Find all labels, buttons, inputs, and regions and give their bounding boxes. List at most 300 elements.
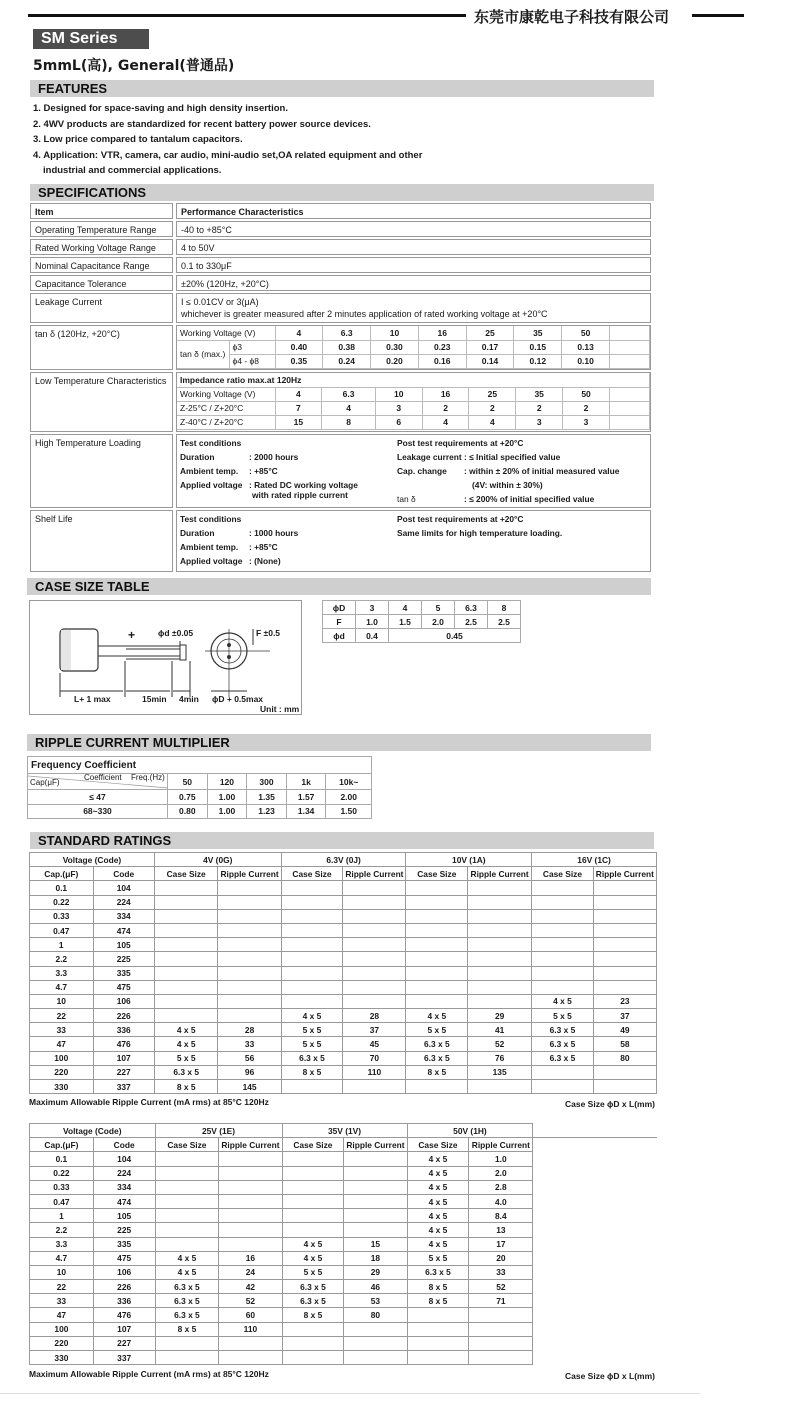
case-size-cell: 6.3 x 5: [406, 1051, 468, 1065]
ht-duration-label: Duration: [180, 452, 215, 462]
ripple-cell: 16: [219, 1251, 282, 1265]
tan-val: 0.24: [323, 354, 371, 368]
ripple-cell: [344, 1336, 407, 1350]
case-size-cell: 4 x 5: [407, 1180, 469, 1194]
tan-v: 4: [275, 326, 323, 340]
case-size-cell: [154, 994, 218, 1008]
cap-cell: 22: [30, 1280, 94, 1294]
company-name: 东莞市康乾电子科技有限公司: [474, 8, 670, 26]
case-size-cell: 6.3 x 5: [154, 1065, 218, 1079]
tan-max-label: tan δ (max.): [177, 340, 229, 368]
cap-cell: 220: [30, 1065, 94, 1079]
tan-val: 0.30: [371, 340, 419, 354]
case-size-cell: [154, 909, 218, 923]
ratings-note-right-2: Case Size ϕD x L(mm): [565, 1371, 655, 1381]
case-size-cell: [281, 980, 343, 994]
ht-tand-value: : ≤ 200% of initial specified value: [464, 494, 595, 504]
ripple-cell: [593, 1080, 656, 1094]
voltage-header: 16V (1C): [532, 853, 657, 867]
cap-cell: 0.22: [30, 1166, 94, 1180]
z25-val: 2: [422, 401, 469, 415]
case-cell: 2.5: [488, 615, 521, 629]
z40-val: 3: [516, 415, 563, 429]
tan-val: 0.13: [562, 340, 610, 354]
case-size-cell: 6.3 x 5: [406, 1037, 468, 1051]
spec-leakage-value: [176, 293, 651, 323]
case-size-cell: 6.3 x 5: [155, 1308, 219, 1322]
cap-cell: 10: [30, 994, 94, 1008]
case-size-cell: [154, 923, 218, 937]
sl-duration-value: : 1000 hours: [249, 528, 299, 538]
case-size-cell: 5 x 5: [282, 1265, 344, 1279]
tan-val: 0.10: [562, 354, 610, 368]
sl-applied-value: : (None): [249, 556, 281, 566]
ripple-cell: 29: [344, 1265, 407, 1279]
ripple-cell: [343, 909, 406, 923]
case-row-f: [323, 615, 521, 629]
case-size-cell: [281, 881, 343, 895]
case-size-cell: [532, 909, 594, 923]
ripple-cap-label: Cap(μF): [30, 778, 60, 787]
table-row: [30, 1051, 657, 1065]
ripple-cell: 2.8: [469, 1180, 533, 1194]
cap-cell: 100: [30, 1051, 94, 1065]
case-drawing-box: [29, 600, 302, 715]
cap-cell: 0.33: [30, 909, 94, 923]
sl-post-value: Same limits for high temperature loading.: [397, 528, 563, 538]
case-size-cell: 4 x 5: [407, 1209, 469, 1223]
cap-header: Cap.(μF): [30, 867, 94, 881]
case-size-cell: [154, 938, 218, 952]
voltage-header: 25V (1E): [155, 1124, 282, 1138]
tan-val: 0.40: [275, 340, 323, 354]
case-cell: 4: [389, 601, 422, 615]
ripple-freq: 1k: [286, 774, 326, 790]
tan-val: 0.20: [371, 354, 419, 368]
ripple-cell: [218, 994, 281, 1008]
case-size-cell: [532, 923, 594, 937]
spec-tan-label: tan δ (120Hz, +20°C): [30, 325, 173, 370]
case-size-cell: 4 x 5: [406, 1009, 468, 1023]
case-size-cell: [155, 1152, 219, 1166]
case-size-cell: 5 x 5: [281, 1023, 343, 1037]
ripple-cell: [593, 980, 656, 994]
ht-applied-value2: with rated ripple current: [252, 490, 348, 500]
ripple-cell: [344, 1322, 407, 1336]
case-size-cell: [406, 938, 468, 952]
case-size-cell: 8 x 5: [406, 1065, 468, 1079]
tan-val: 0.12: [514, 354, 562, 368]
ht-post-test: Post test requirements at +20°C: [397, 438, 524, 448]
feature-4-cont: industrial and commercial applications.: [43, 165, 222, 176]
case-size-cell: [154, 1009, 218, 1023]
case-size-cell: [155, 1209, 219, 1223]
ripple-cell: 145: [218, 1080, 281, 1094]
section-ripple: RIPPLE CURRENT MULTIPLIER: [27, 734, 651, 751]
ripple-cell: 1.50: [326, 804, 372, 819]
ripple-cell: [219, 1180, 282, 1194]
case-size-cell: [533, 1322, 595, 1336]
cap-cell: 2.2: [30, 952, 94, 966]
table-row: [30, 1308, 658, 1322]
tan-table: [177, 326, 650, 369]
ripple-cell: [594, 1308, 657, 1322]
ripple-cell: 28: [218, 1023, 281, 1037]
page-bottom-rule: [0, 1393, 700, 1394]
ripple-cell: 42: [219, 1280, 282, 1294]
ratings-note-left-1: Maximum Allowable Ripple Current (mA rms) at 85°C 120Hz: [29, 1097, 269, 1107]
ripple-cell: [469, 1336, 533, 1350]
z40-val: 8: [322, 415, 376, 429]
ht-cap-label: Cap. change: [397, 466, 447, 476]
sl-duration-label: Duration: [180, 528, 215, 538]
feature-3: 3. Low price compared to tantalum capacitors.: [33, 134, 243, 145]
ripple-cell: [594, 1237, 657, 1251]
ripple-cell: 20: [469, 1251, 533, 1265]
ripple-cell: [343, 923, 406, 937]
ripple-cell: 29: [468, 1009, 532, 1023]
ripple-cell: 1.0: [469, 1152, 533, 1166]
cap-cell: 33: [30, 1023, 94, 1037]
spec-rated-voltage-value: 4 to 50V: [176, 239, 651, 255]
ripple-cell: [594, 1194, 657, 1208]
ripple-cell: 1.34: [286, 804, 326, 819]
case-size-cell: [282, 1223, 344, 1237]
case-row-phiD: [323, 601, 521, 615]
feature-4: 4. Application: VTR, camera, car audio, mini-audio set,OA related equipment and other: [33, 150, 423, 161]
table-row: [30, 1080, 657, 1094]
cap-cell: 4.7: [30, 1251, 94, 1265]
case-size-cell: [155, 1336, 219, 1350]
feature-2: 2. 4WV products are standardized for recent battery power source devices.: [33, 119, 371, 130]
ripple-cell: [344, 1180, 407, 1194]
cap-cell: 0.47: [30, 923, 94, 937]
cap-cell: 0.33: [30, 1180, 94, 1194]
phiD-label: ϕD + 0.5max: [212, 694, 264, 704]
case-size-cell: 6.3 x 5: [532, 1051, 594, 1065]
z25-val: 2: [469, 401, 516, 415]
ripple-header: Ripple Current: [468, 867, 532, 881]
case-size-header: Case Size: [406, 867, 468, 881]
case-size-cell: [406, 980, 468, 994]
page-subtitle: 5mmL(高), General(普通品): [33, 58, 235, 74]
ripple-cell: 1.23: [247, 804, 287, 819]
ripple-cell: [594, 1336, 657, 1350]
ht-tand-label: tan δ: [397, 494, 416, 504]
tan-val: 0.23: [418, 340, 466, 354]
z40-val: 3: [563, 415, 610, 429]
table-row: [30, 1023, 657, 1037]
ripple-cell: [219, 1152, 282, 1166]
ripple-cell: 4.0: [469, 1194, 533, 1208]
imp-v: 10: [375, 387, 422, 401]
ripple-cell: [219, 1209, 282, 1223]
code-cell: 226: [93, 1280, 155, 1294]
case-size-cell: [407, 1351, 469, 1365]
code-cell: 474: [93, 923, 154, 937]
table-row: [30, 881, 657, 895]
case-size-cell: [282, 1166, 344, 1180]
spec-tolerance-label: Capacitance Tolerance: [30, 275, 173, 291]
case-size-cell: [406, 1080, 468, 1094]
case-size-cell: 6.3 x 5: [281, 1051, 343, 1065]
table-row: [30, 1251, 658, 1265]
case-size-cell: 4 x 5: [407, 1166, 469, 1180]
voltage-header: 10V (1A): [406, 853, 532, 867]
code-cell: 225: [93, 1223, 155, 1237]
ripple-cell: [344, 1351, 407, 1365]
ripple-cell: [218, 952, 281, 966]
tan-val: 0.35: [275, 354, 323, 368]
spec-tan-value: [176, 325, 651, 370]
ripple-cell: [468, 980, 532, 994]
code-cell: 336: [93, 1294, 155, 1308]
ripple-cell: [218, 909, 281, 923]
ripple-cell: [469, 1308, 533, 1322]
ripple-cell: [468, 966, 532, 980]
code-cell: 334: [93, 909, 154, 923]
ripple-cell: [594, 1209, 657, 1223]
cap-cell: 100: [30, 1322, 94, 1336]
case-size-header: Case Size: [154, 867, 218, 881]
case-cell: 5: [422, 601, 455, 615]
ripple-cell: [219, 1237, 282, 1251]
ripple-cell: 8.4: [469, 1209, 533, 1223]
code-cell: 475: [93, 1251, 155, 1265]
ripple-cell: 18: [344, 1251, 407, 1265]
code-cell: 105: [93, 1209, 155, 1223]
cap-cell: 330: [30, 1080, 94, 1094]
case-size-cell: [533, 1336, 595, 1350]
tan-v: 35: [514, 326, 562, 340]
case-size-cell: 4 x 5: [154, 1037, 218, 1051]
code-header: Code: [93, 1138, 155, 1152]
case-size-cell: [533, 1294, 595, 1308]
ripple-cell: [344, 1194, 407, 1208]
ripple-cell: [594, 1265, 657, 1279]
ripple-freq: 300: [247, 774, 287, 790]
case-cell: 2.0: [422, 615, 455, 629]
case-size-cell: [155, 1194, 219, 1208]
case-size-cell: 4 x 5: [155, 1265, 219, 1279]
case-cell: 1.5: [389, 615, 422, 629]
ripple-cell: 52: [219, 1294, 282, 1308]
ripple-cell: 80: [593, 1051, 656, 1065]
ripple-cell: [219, 1166, 282, 1180]
case-cell: 2.5: [455, 615, 488, 629]
ripple-header: Ripple Current: [343, 867, 406, 881]
ratings-note-right-1: Case Size ϕD x L(mm): [565, 1099, 655, 1109]
case-size-cell: [532, 881, 594, 895]
spec-op-temp-label: Operating Temperature Range: [30, 221, 173, 237]
code-cell: 227: [93, 1065, 154, 1079]
ripple-cell: [343, 994, 406, 1008]
ht-applied-label: Applied voltage: [180, 480, 243, 490]
ripple-title: Frequency Coefficient: [28, 757, 372, 774]
ripple-cell: 2.0: [469, 1166, 533, 1180]
ratings-note-left-2: Maximum Allowable Ripple Current (mA rms) at 85°C 120Hz: [29, 1369, 269, 1379]
table-row: [30, 938, 657, 952]
ripple-cell: [468, 1080, 532, 1094]
ripple-cell: 68~330: [28, 804, 168, 819]
case-size-cell: [533, 1180, 595, 1194]
voltage-header: 4V (0G): [154, 853, 281, 867]
ripple-header: Ripple Current: [344, 1138, 407, 1152]
table-row: [30, 980, 657, 994]
ripple-cell: [468, 881, 532, 895]
table-row: [30, 923, 657, 937]
ratings-table-1: [29, 852, 657, 1094]
imp-v: 50: [563, 387, 610, 401]
tan-val: 0.16: [418, 354, 466, 368]
case-size-cell: [155, 1351, 219, 1365]
table-row: [30, 1237, 658, 1251]
code-header: Code: [93, 867, 154, 881]
code-cell: 335: [93, 966, 154, 980]
ht-leak-label: Leakage current: [397, 452, 462, 462]
code-cell: 336: [93, 1023, 154, 1037]
imp-wv-label: Working Voltage (V): [177, 387, 275, 401]
ripple-cell: [219, 1336, 282, 1350]
ripple-cell: 1.35: [247, 790, 287, 805]
ripple-cell: [593, 938, 656, 952]
spec-hightemp-label: High Temperature Loading: [30, 434, 173, 508]
ripple-cell: [468, 909, 532, 923]
ripple-cell: 56: [218, 1051, 281, 1065]
code-cell: 106: [93, 1265, 155, 1279]
leakage-line-2: whichever is greater measured after 2 minutes application of rated working voltage at +20°C: [181, 309, 548, 319]
table-row: [30, 909, 657, 923]
ht-ambient-value: : +85°C: [249, 466, 278, 476]
ripple-cell: [469, 1351, 533, 1365]
ripple-cell: 13: [469, 1223, 533, 1237]
table-row: [30, 966, 657, 980]
case-cell: 0.4: [356, 629, 389, 643]
case-size-cell: [532, 895, 594, 909]
case-size-table: [322, 600, 521, 643]
case-size-cell: [281, 895, 343, 909]
case-size-cell: 8 x 5: [282, 1308, 344, 1322]
ripple-cell: 1.00: [207, 804, 247, 819]
cap-cell: 2.2: [30, 1223, 94, 1237]
ripple-cell: [468, 923, 532, 937]
spec-op-temp-value: -40 to +85°C: [176, 221, 651, 237]
voltage-header: 35V (1V): [282, 1124, 407, 1138]
impedance-title: Impedance ratio max.at 120Hz: [177, 373, 650, 387]
ripple-cell: [343, 881, 406, 895]
tan-val: 0.14: [466, 354, 514, 368]
ripple-cell: [343, 952, 406, 966]
ripple-cell: [594, 1280, 657, 1294]
case-size-cell: [155, 1223, 219, 1237]
case-size-cell: [282, 1336, 344, 1350]
ripple-cell: [343, 1080, 406, 1094]
case-size-cell: [406, 895, 468, 909]
sl-ambient-label: Ambient temp.: [180, 542, 239, 552]
case-size-cell: 4 x 5: [282, 1237, 344, 1251]
sleeve-end: [180, 645, 186, 660]
table-row: [30, 1065, 657, 1079]
voltage-header: 6.3V (0J): [281, 853, 406, 867]
spec-shelf-label: Shelf Life: [30, 510, 173, 572]
case-size-cell: [154, 881, 218, 895]
cap-cell: 1: [30, 938, 94, 952]
ripple-header: Ripple Current: [218, 867, 281, 881]
case-size-cell: 5 x 5: [154, 1051, 218, 1065]
case-size-cell: [533, 1194, 595, 1208]
ripple-cell: [593, 952, 656, 966]
ripple-cell: [344, 1152, 407, 1166]
spec-table: [30, 203, 654, 572]
case-size-cell: 6.3 x 5: [282, 1280, 344, 1294]
case-row-phid: [323, 629, 521, 643]
ht-applied-value1: : Rated DC working voltage: [249, 480, 358, 490]
code-cell: 225: [93, 952, 154, 966]
ripple-cell: [594, 1180, 657, 1194]
spec-header-item: Item: [30, 203, 173, 219]
cap-cell: 10: [30, 1265, 94, 1279]
case-size-cell: [533, 1209, 595, 1223]
ripple-cell: [594, 1152, 657, 1166]
voltage-header: 50V (1H): [407, 1124, 533, 1138]
ripple-cell: 110: [219, 1322, 282, 1336]
case-size-cell: [406, 952, 468, 966]
ripple-cell: [344, 1223, 407, 1237]
cap-cell: 1: [30, 1209, 94, 1223]
spec-rated-voltage-label: Rated Working Voltage Range: [30, 239, 173, 255]
case-size-cell: 8 x 5: [281, 1065, 343, 1079]
ripple-cell: [593, 923, 656, 937]
ripple-freq: 120: [207, 774, 247, 790]
unit-label: Unit : mm: [260, 704, 300, 714]
table-row: [30, 1166, 658, 1180]
ripple-cell: [343, 938, 406, 952]
case-size-cell: [407, 1322, 469, 1336]
case-cell: 6.3: [455, 601, 488, 615]
ripple-cell: [219, 1223, 282, 1237]
case-size-cell: [282, 1180, 344, 1194]
case-size-cell: [154, 952, 218, 966]
table-row: [30, 1223, 658, 1237]
ripple-cell: [218, 1009, 281, 1023]
vc-header: Voltage (Code): [30, 853, 155, 867]
ripple-cell: 46: [344, 1280, 407, 1294]
spec-header-perf: Performance Characteristics: [176, 203, 651, 219]
case-size-cell: [154, 895, 218, 909]
ripple-cell: [218, 881, 281, 895]
case-size-cell: 5 x 5: [532, 1009, 594, 1023]
ripple-cell: [594, 1166, 657, 1180]
z40-val: 4: [469, 415, 516, 429]
ripple-cell: 1.00: [207, 790, 247, 805]
ripple-cell: 23: [593, 994, 656, 1008]
tan-val: 0.17: [466, 340, 514, 354]
ripple-cell: 110: [343, 1065, 406, 1079]
case-size-cell: 6.3 x 5: [532, 1037, 594, 1051]
case-size-cell: 4 x 5: [155, 1251, 219, 1265]
table-row: [30, 1280, 658, 1294]
ripple-cell: 52: [468, 1037, 532, 1051]
cap-cell: 0.1: [30, 1152, 94, 1166]
case-size-cell: [281, 1080, 343, 1094]
code-cell: 105: [93, 938, 154, 952]
code-cell: 474: [93, 1194, 155, 1208]
ripple-cell: 28: [343, 1009, 406, 1023]
ripple-cell: [594, 1294, 657, 1308]
case-size-cell: 4 x 5: [407, 1152, 469, 1166]
tan-v: 50: [562, 326, 610, 340]
case-size-cell: [533, 1280, 595, 1294]
